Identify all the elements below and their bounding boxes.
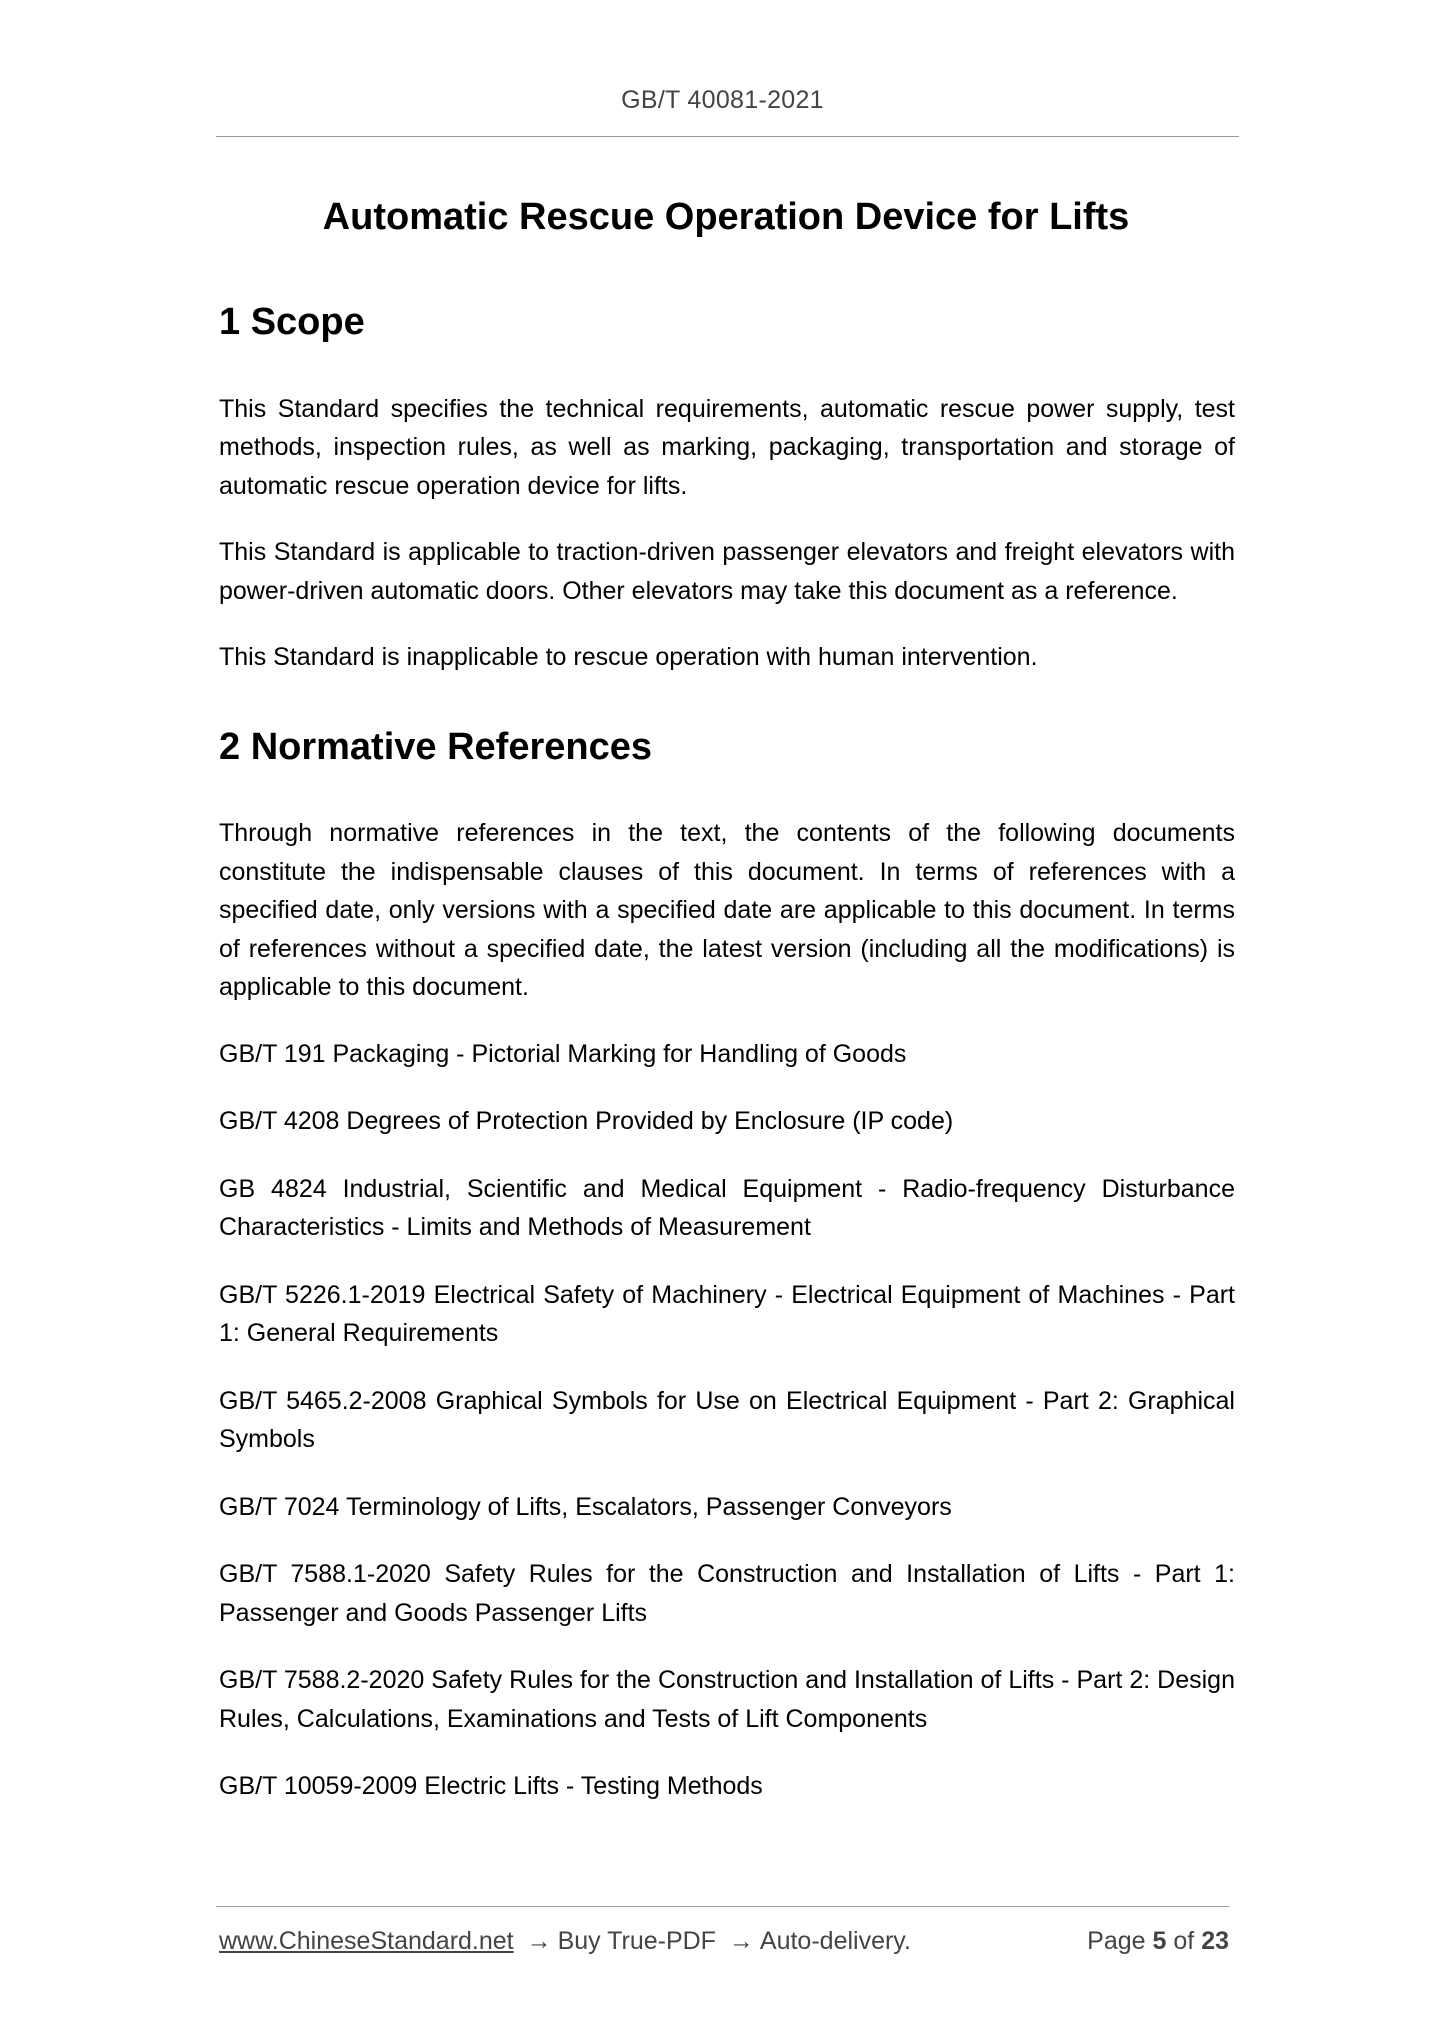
header-standard-code: GB/T 40081-2021	[621, 86, 824, 114]
document-body	[219, 300, 1235, 1835]
reference-item: GB/T 10059-2009 Electric Lifts - Testing Methods	[219, 1772, 763, 1801]
reference-item: GB/T 5465.2-2008 Graphical Symbols for Use on Electrical Equipment - Part 2: Graphical Symbols	[219, 1386, 1235, 1454]
page-label: Page	[1087, 1927, 1146, 1955]
document-title: Automatic Rescue Operation Device for Lifts	[322, 196, 1130, 238]
right-arrow-icon: →	[728, 1927, 754, 1955]
header-divider	[216, 136, 1239, 137]
right-arrow-icon: →	[526, 1927, 552, 1955]
section-heading-scope: 1 Scope	[219, 301, 365, 343]
page-of: of	[1173, 1927, 1195, 1955]
reference-item: GB 4824 Industrial, Scientific and Medical Equipment - Radio-frequency Disturbance Characteristics - Limits and Methods of Measurement	[219, 1174, 1235, 1242]
reference-item: GB/T 7588.1-2020 Safety Rules for the Construction and Installation of Lifts - Part 1: Passenger and Goods Passenger Lifts	[219, 1560, 1235, 1627]
footer-buy-text: Buy True-PDF	[557, 1927, 716, 1955]
scope-paragraph: This Standard specifies the technical requirements, automatic rescue power supply, test methods, inspection rules, as well as marking, packaging, transportation and storage of automatic rescue operation device for lifts.	[219, 394, 1235, 500]
scope-paragraph: This Standard is applicable to traction-driven passenger elevators and freight elevators with power-driven automatic doors. Other elevators may take this document as a reference.	[219, 538, 1235, 605]
reference-item: GB/T 7588.2-2020 Safety Rules for the Construction and Installation of Lifts - Part 2: Design Rules, Calculations, Examinations and Tests of Lift Components	[219, 1666, 1235, 1733]
reference-item: GB/T 4208 Degrees of Protection Provided by Enclosure (IP code)	[219, 1107, 954, 1136]
reference-item: GB/T 5226.1-2019 Electrical Safety of Machinery - Electrical Equipment of Machines - Part 1: General Requirements	[219, 1280, 1235, 1348]
page-total: 23	[1201, 1927, 1229, 1955]
reference-item: GB/T 191 Packaging - Pictorial Marking for Handling of Goods	[219, 1039, 907, 1068]
footer-website-link[interactable]: www.ChineseStandard.net	[219, 1927, 514, 1955]
footer-delivery-text: Auto-delivery.	[759, 1927, 911, 1955]
footer-divider	[216, 1906, 1229, 1907]
references-intro-paragraph: Through normative references in the text, the contents of the following documents constitute the indispensable clauses of this document. In terms of references with a specified date, only versions with a specified date are applicable to this document. In terms of references without a specified date, the latest version (including all the modifications) is applicable to this document.	[219, 819, 1235, 1002]
section-heading-normative-references: 2 Normative References	[219, 725, 652, 768]
page-number	[1087, 1927, 1229, 1956]
page-current: 5	[1152, 1927, 1167, 1955]
page-footer	[219, 1927, 1229, 1956]
reference-item: GB/T 7024 Terminology of Lifts, Escalators, Passenger Conveyors	[219, 1492, 952, 1521]
scope-paragraph: This Standard is inapplicable to rescue operation with human intervention.	[219, 643, 1038, 672]
